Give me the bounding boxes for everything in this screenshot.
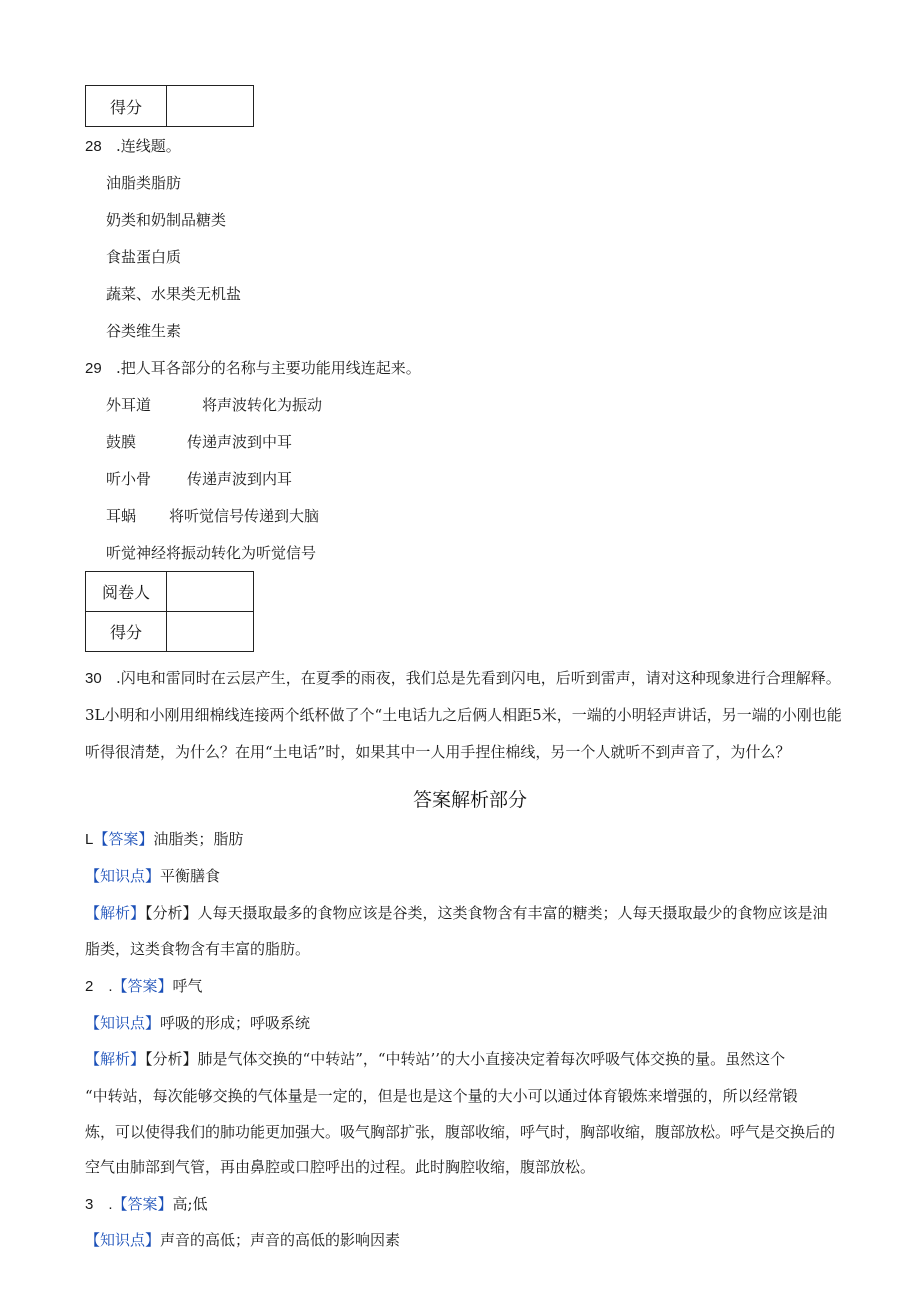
answer-1-analysis-line-1 xyxy=(85,903,828,923)
answer-3-row xyxy=(85,1194,208,1215)
question-31-line-2: 听得很清楚，为什么？在用“土电话”时，如果其中一人用手捏住棉线，另一个人就听不到声音了，为什么？ xyxy=(85,743,791,761)
analysis-text: 人每天摄取最多的食物应该是谷类，这类食物含有丰富的糖类；人每天摄取最少的食物应该是油 xyxy=(197,904,828,922)
ear-part-1: 外耳道 xyxy=(106,396,152,414)
score-value-cell[interactable] xyxy=(167,612,254,652)
question-31-line-1: 3L小明和小刚用细棉线连接两个纸杯做了个“土电话九之后俩人相距5米，一端的小明轻声讲话，另一端的小刚也能 xyxy=(85,706,842,724)
ear-part-3: 听小骨 xyxy=(106,470,152,488)
knowledge-text: 呼吸的形成；呼吸系统 xyxy=(160,1014,311,1032)
q28-line-1: 油脂类脂肪 xyxy=(106,174,182,192)
ear-last-line: 听觉神经将振动转化为听觉信号 xyxy=(106,544,317,562)
fenxi-tag: 【分析】 xyxy=(145,904,198,922)
question-29-title xyxy=(85,358,421,379)
question-28-title xyxy=(85,136,181,157)
answer-2-row xyxy=(85,976,203,997)
answer-1-row xyxy=(85,829,243,850)
question-number: 29 xyxy=(85,360,102,377)
answer-number: L xyxy=(85,831,94,848)
question-number: 30 xyxy=(85,670,102,687)
score-label: 得分 xyxy=(86,86,167,127)
q28-line-5: 谷类维生素 xyxy=(106,322,182,340)
ear-part-2: 鼓膜 xyxy=(106,433,137,451)
answer-text: 呼气 xyxy=(172,977,203,995)
ear-function-3: 传递声波到内耳 xyxy=(187,470,293,488)
ear-part-4: 耳蜗 xyxy=(106,507,137,525)
answer-2-analysis-line-2: “中转站，每次能够交换的气体量是一定的，但是也是这个量的大小可以通过体育锻炼来增强的，所以经常锻 xyxy=(85,1087,798,1105)
q28-line-2: 奶类和奶制品糖类 xyxy=(106,211,227,229)
answer-2-analysis-line-4: 空气由肺部到气管，再由鼻腔或口腔呼出的过程。此时胸腔收缩，腹部放松。 xyxy=(85,1158,596,1176)
analysis-tag: 【解析】 xyxy=(85,904,146,922)
ear-function-1: 将声波转化为振动 xyxy=(202,396,323,414)
answer-text: 高;低 xyxy=(172,1195,208,1213)
answer-2-analysis-line-3: 炼，可以使得我们的肺功能更加强大。吸气胸部扩张，腹部收缩，呼气时，胸部收缩，腹部放松。呼气是交换后的 xyxy=(85,1123,836,1141)
knowledge-tag: 【知识点】 xyxy=(85,1014,161,1032)
answer-tag: 【答案】 xyxy=(93,830,154,848)
question-number: 28 xyxy=(85,138,102,155)
answer-text: 油脂类；脂肪 xyxy=(153,830,244,848)
answer-3-knowledge xyxy=(85,1230,400,1250)
answer-number: 2 . xyxy=(85,978,113,995)
score-value-cell[interactable] xyxy=(167,86,254,127)
q28-line-4: 蔬菜、水果类无机盐 xyxy=(106,285,242,303)
knowledge-tag: 【知识点】 xyxy=(85,1231,161,1249)
knowledge-text: 声音的高低；声音的高低的影响因素 xyxy=(160,1231,401,1249)
knowledge-text: 平衡膳食 xyxy=(160,867,221,885)
analysis-tag: 【解析】 xyxy=(85,1050,146,1068)
analysis-text: 肺是气体交换的“中转站”，“中转站’’的大小直接决定着每次呼吸气体交换的量。虽然这个 xyxy=(197,1050,786,1068)
score-table-2 xyxy=(85,571,254,652)
score-label: 得分 xyxy=(86,612,167,652)
reviewer-label: 阅卷人 xyxy=(86,572,167,612)
question-text: .把人耳各部分的名称与主要功能用线连起来。 xyxy=(116,359,421,377)
question-text: .闪电和雷同时在云层产生，在夏季的雨夜，我们总是先看到闪电，后听到雷声，请对这种现象进行合理解释。 xyxy=(116,669,841,687)
question-30 xyxy=(85,668,841,689)
answer-1-analysis-line-2: 脂类，这类食物含有丰富的脂肪。 xyxy=(85,940,311,958)
answer-number: 3 . xyxy=(85,1196,113,1213)
fenxi-tag: 【分析】 xyxy=(145,1050,198,1068)
question-text: .连线题。 xyxy=(116,137,181,155)
knowledge-tag: 【知识点】 xyxy=(85,867,161,885)
answer-tag: 【答案】 xyxy=(112,1195,173,1213)
ear-function-2: 传递声波到中耳 xyxy=(187,433,293,451)
answers-section-title: 答案解析部分 xyxy=(413,789,528,811)
reviewer-value-cell[interactable] xyxy=(167,572,254,612)
ear-function-4: 将听觉信号传递到大脑 xyxy=(169,507,320,525)
q28-line-3: 食盐蛋白质 xyxy=(106,248,182,266)
answer-2-knowledge xyxy=(85,1013,310,1033)
score-table-1 xyxy=(85,85,254,127)
answer-2-analysis-line-1 xyxy=(85,1049,785,1069)
answer-1-knowledge xyxy=(85,866,220,886)
answer-tag: 【答案】 xyxy=(112,977,173,995)
